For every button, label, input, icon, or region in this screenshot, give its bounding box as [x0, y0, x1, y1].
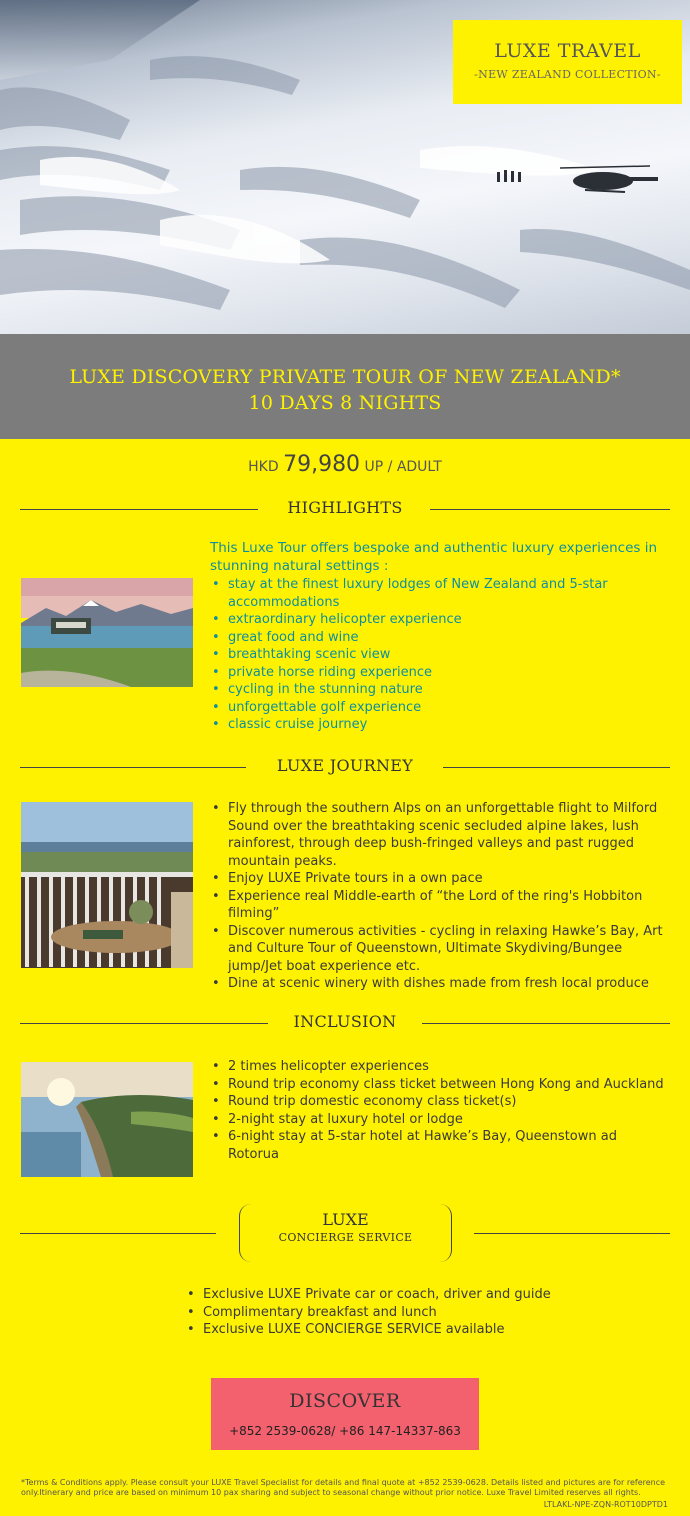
list-item: • 2 times helicopter experiences — [210, 1058, 672, 1076]
section-title: HIGHLIGHTS — [287, 498, 403, 517]
list-item: • great food and wine — [210, 629, 670, 647]
price-amount: 79,980 — [283, 452, 361, 477]
list-item: • Round trip economy class ticket between Hong Kong and Auckland — [210, 1076, 672, 1094]
tour-duration: 10 DAYS 8 NIGHTS — [248, 392, 442, 414]
tour-title-band — [0, 334, 690, 439]
list-item: • breathtaking scenic view — [210, 646, 670, 664]
brand-subtitle: -NEW ZEALAND COLLECTION- — [474, 68, 661, 81]
list-item: • stay at the finest luxury lodges of New Zealand and 5-star accommodations — [210, 576, 670, 611]
list-item: • Dine at scenic winery with dishes made from fresh local produce — [210, 975, 672, 993]
coastal-cliff-photo — [21, 1062, 193, 1177]
price — [0, 452, 690, 477]
list-item: • Experience real Middle-earth of “the Lord of the ring's Hobbiton filming” — [210, 888, 672, 923]
list-item: • cycling in the stunning nature — [210, 681, 670, 699]
tour-title: LUXE DISCOVERY PRIVATE TOUR OF NEW ZEALAND* — [69, 366, 621, 388]
divider — [430, 509, 670, 510]
concierge-badge — [239, 1204, 452, 1262]
list-item: • Fly through the southern Alps on an unforgettable flight to Milford Sound over the breathtaking scenic secluded alpine lakes, lush rainforest, through deep bush-fringed valleys and past rugged mountain peaks. — [210, 800, 672, 870]
list-item: • extraordinary helicopter experience — [210, 611, 670, 629]
terms-text: *Terms & Conditions apply. Please consult your LUXE Travel Specialist for details and final quote at +852 2539-0628. Details listed and pictures are for reference only.Itinerary and price are based on minimum 10 pax sharing and subject to seasonal change without prior notice. Luxe Travel Limited reserves all rights. — [21, 1478, 666, 1497]
discover-label: DISCOVER — [289, 1390, 401, 1412]
lodge-lake-photo — [21, 578, 193, 687]
list-item: • classic cruise journey — [210, 716, 670, 734]
concierge-list — [185, 1286, 655, 1339]
divider — [20, 1233, 216, 1234]
divider — [443, 767, 670, 768]
list-item: • Enjoy LUXE Private tours in a own pace — [210, 870, 672, 888]
journey-list — [210, 800, 672, 993]
list-item: • unforgettable golf experience — [210, 699, 670, 717]
divider — [474, 1233, 670, 1234]
journey-heading — [20, 756, 670, 780]
list-item: • Discover numerous activities - cycling in relaxing Hawke’s Bay, Art and Culture Tour of Queenstown, Ultimate Skydiving/Bungee jump/Jet boat experience etc. — [210, 923, 672, 976]
brand-title: LUXE TRAVEL — [494, 40, 641, 62]
concierge-title: LUXE — [322, 1210, 369, 1229]
section-title: LUXE JOURNEY — [276, 756, 414, 775]
list-item: • Exclusive LUXE CONCIERGE SERVICE available — [185, 1321, 655, 1339]
price-unit: UP / ADULT — [364, 459, 442, 475]
section-title: INCLUSION — [293, 1012, 397, 1031]
list-item: • Exclusive LUXE Private car or coach, driver and guide — [185, 1286, 655, 1304]
highlights-intro: This Luxe Tour offers bespoke and authentic luxury experiences in stunning natural settings : — [210, 540, 658, 574]
divider — [422, 1023, 670, 1024]
contact-phones[interactable]: +852 2539-0628/ +86 147-14337-863 — [229, 1424, 461, 1438]
list-item: • private horse riding experience — [210, 664, 670, 682]
list-item: • Complimentary breakfast and lunch — [185, 1304, 655, 1322]
highlights-heading — [20, 498, 670, 522]
list-item: • Round trip domestic economy class ticket(s) — [210, 1093, 672, 1111]
price-currency: HKD — [248, 459, 279, 475]
list-item: • 6-night stay at 5-star hotel at Hawke’s Bay, Queenstown ad Rotorua — [210, 1128, 672, 1163]
inclusion-heading — [20, 1012, 670, 1036]
brand-box — [453, 20, 682, 104]
reference-code: LTLAKL-NPE-ZQN-ROT10DPTD1 — [543, 1500, 668, 1509]
discover-button[interactable] — [211, 1378, 479, 1450]
inclusion-list — [210, 1058, 672, 1163]
list-item: • 2-night stay at luxury hotel or lodge — [210, 1111, 672, 1129]
hero-image — [0, 0, 690, 334]
concierge-subtitle: CONCIERGE SERVICE — [278, 1231, 413, 1244]
balcony-view-photo — [21, 802, 193, 968]
highlights-list — [210, 576, 670, 734]
